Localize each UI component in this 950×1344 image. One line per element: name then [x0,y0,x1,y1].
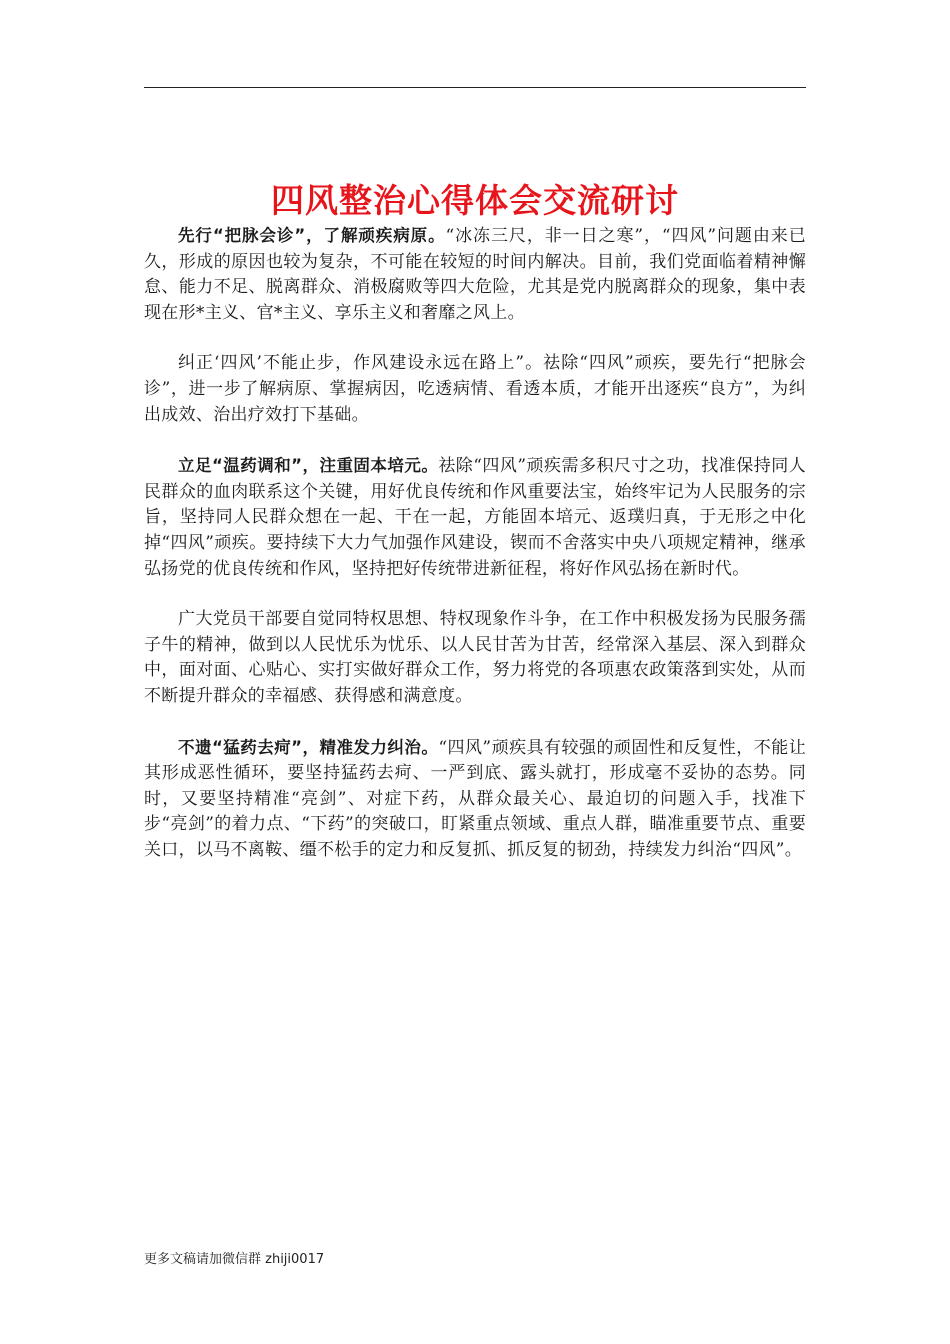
header-rule [144,87,806,88]
paragraph-1 [144,223,806,326]
paragraph-lead: 先行“把脉会诊”，了解顽疾病原。 [178,226,446,245]
paragraph-2 [144,351,806,428]
paragraph-lead: 不遗“猛药去疴”，精准发力纠治。 [178,737,439,757]
paragraph-text: “冰冻三尺，非一日之寒”，“四风”问题由来已久，形成的原因也较为复杂，不可能在较短的时间内解决。目前，我们党面临着精神懈怠、能力不足、脱离群众、消极腐败等四大危险，尤其是党内脱离群众的现象，集中表现在形*主义、官*主义、享乐主义和奢靡之风上。 [144,226,806,323]
paragraph-text: “四风”顽疾具有较强的顽固性和反复性，不能让其形成恶性循环，要坚持猛药去疴、一严到底、露头就打，形成毫不妥协的态势。同时，又要坚持精准“亮剑”、对症下药，从群众最关心、最迫切的问题入手，找准下步“亮剑”的着力点、“下药”的突破口，盯紧重点领域、重点人群，瞄准重要节点、重要关口，以马不离鞍、缰不松手的定力和反复抓、抓反复的韧劲，持续发力纠治“四风”。 [144,737,806,860]
paragraph-lead: 立足“温药调和”，注重固本培元。 [178,456,439,476]
paragraph-5 [144,735,806,864]
paragraph-4 [144,607,806,709]
document-body [144,223,806,888]
footer-note: 更多文稿请加微信群 zhiji0017 [144,1252,325,1267]
paragraph-text: 广大党员干部要自觉同特权思想、特权现象作斗争，在工作中积极发扬为民服务孺子牛的精神，做到以人民忧乐为忧乐、以人民甘苦为甘苦，经常深入基层、深入到群众中，面对面、心贴心、实打实做好群众工作，努力将党的各项惠农政策落到实处，从而不断提升群众的幸福感、获得感和满意度。 [144,609,806,706]
paragraph-text: 纠正‘四风’不能止步，作风建设永远在路上”。祛除“四风”顽疾，要先行“把脉会诊”，进一步了解病原、掌握病因，吃透病情、看透本质，才能开出逐疾“良方”，为纠出成效、治出疗效打下基础。 [144,353,806,425]
document-title: 四风整治心得体会交流研讨 [271,181,679,221]
paragraph-3 [144,453,806,582]
paragraph-text: 祛除“四风”顽疾需多积尺寸之功，找准保持同人民群众的血肉联系这个关键，用好优良传统和作风重要法宝，始终牢记为人民服务的宗旨，坚持同人民群众想在一起、干在一起，方能固本培元、返璞归真，于无形之中化掉“四风”顽疾。要持续下大力气加强作风建设，锲而不舍落实中央八项规定精神，继承弘扬党的优良传统和作风，坚持把好传统带进新征程，将好作风弘扬在新时代。 [144,456,806,579]
